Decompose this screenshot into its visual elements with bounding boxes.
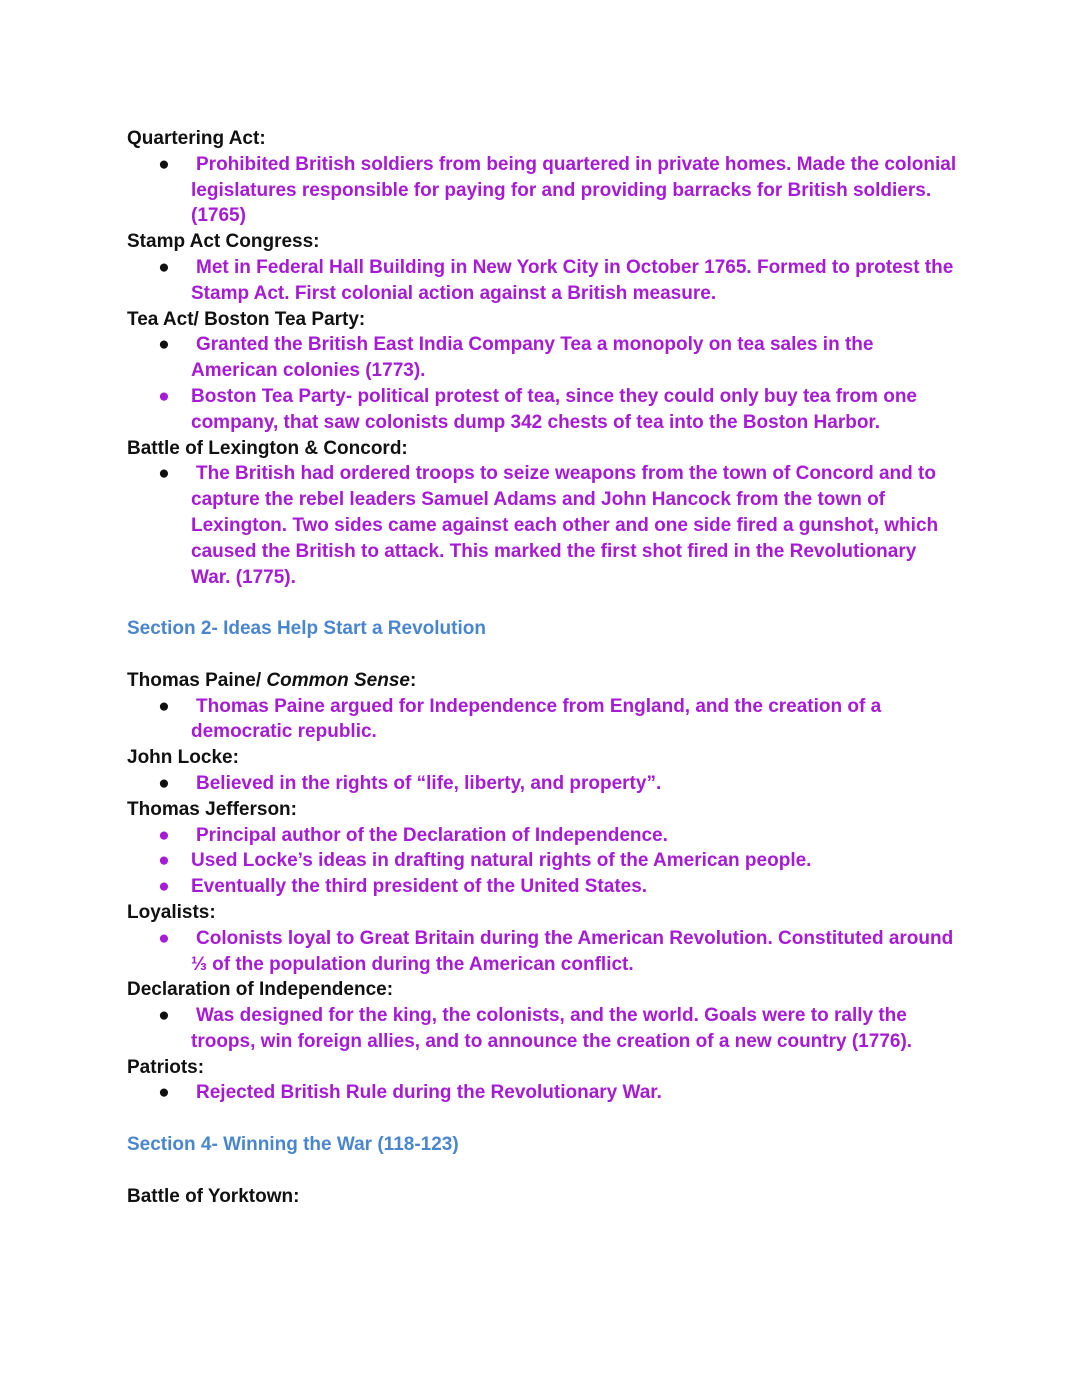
bullet-list bbox=[127, 461, 957, 590]
term-heading: Thomas Jefferson: bbox=[127, 798, 297, 820]
bullet-icon: ● bbox=[158, 256, 170, 278]
bullet-icon: ● bbox=[158, 850, 170, 872]
bullet-list bbox=[127, 1003, 957, 1055]
list-item bbox=[127, 771, 957, 797]
term-heading-suffix: : bbox=[409, 669, 417, 691]
term-heading: Declaration of Independence: bbox=[127, 979, 394, 1001]
list-item-text: Rejected British Rule during the Revolutionary War. bbox=[196, 1082, 662, 1104]
bullet-icon: ● bbox=[158, 876, 170, 898]
bullet-list bbox=[127, 152, 957, 229]
spacer bbox=[127, 1158, 957, 1184]
bullet-icon: ● bbox=[158, 153, 170, 175]
list-item bbox=[127, 461, 957, 590]
list-item-text: Granted the British East India Company Tea a monopoly on tea sales in the American colonies (1773). bbox=[191, 334, 874, 382]
bullet-list bbox=[127, 694, 957, 746]
list-item bbox=[127, 152, 957, 229]
bullet-icon: ● bbox=[158, 695, 170, 717]
list-item-text: Met in Federal Hall Building in New York City in October 1765. Formed to protest the Stamp Act. First colonial action against a British measure. bbox=[191, 256, 954, 304]
list-item-text: The British had ordered troops to seize weapons from the town of Concord and to capture the rebel leaders Samuel Adams and John Hancock from the town of Lexington. Two sides came against each other and one side fired a gunshot, which caused the British to attack. This marked the first shot fired in the Revolutionary War. (1775). bbox=[191, 463, 939, 588]
list-item-text: Prohibited British soldiers from being quartered in private homes. Made the colonial legislatures responsible for paying for and providing barracks for British soldiers. (1765) bbox=[191, 153, 957, 227]
bullet-icon: ● bbox=[158, 927, 170, 949]
list-item bbox=[127, 1003, 957, 1055]
list-item bbox=[127, 384, 957, 436]
list-item bbox=[127, 874, 957, 900]
bullet-icon: ● bbox=[158, 1082, 170, 1104]
section-heading: Section 4- Winning the War (118-123) bbox=[127, 1134, 459, 1156]
bullet-icon: ● bbox=[158, 772, 170, 794]
bullet-icon: ● bbox=[158, 1005, 170, 1027]
bullet-list bbox=[127, 926, 957, 978]
term-heading: John Locke: bbox=[127, 747, 239, 769]
list-item bbox=[127, 848, 957, 874]
bullet-list bbox=[127, 332, 957, 435]
bullet-icon: ● bbox=[158, 463, 170, 485]
bullet-list bbox=[127, 1080, 957, 1106]
spacer bbox=[127, 590, 957, 616]
list-item bbox=[127, 1080, 957, 1106]
bullet-icon: ● bbox=[158, 334, 170, 356]
list-item-text: Used Locke’s ideas in drafting natural rights of the American people. bbox=[191, 850, 812, 872]
bullet-icon: ● bbox=[158, 824, 170, 846]
list-item-text: Boston Tea Party- political protest of tea, since they could only buy tea from one company, that saw colonists dump 342 chests of tea into the Boston Harbor. bbox=[191, 385, 917, 433]
term-heading bbox=[127, 668, 957, 694]
bullet-list bbox=[127, 255, 957, 307]
list-item-text: Believed in the rights of “life, liberty, and property”. bbox=[196, 772, 662, 794]
list-item bbox=[127, 823, 957, 849]
term-heading: Stamp Act Congress: bbox=[127, 231, 320, 253]
term-heading: Tea Act/ Boston Tea Party: bbox=[127, 308, 366, 330]
section-heading: Section 2- Ideas Help Start a Revolution bbox=[127, 618, 486, 640]
term-heading-plain: Thomas Paine/ bbox=[127, 669, 267, 691]
notes-content bbox=[127, 126, 957, 1209]
term-heading-italic: Common Sense bbox=[266, 669, 410, 691]
list-item bbox=[127, 332, 957, 384]
spacer bbox=[127, 1106, 957, 1132]
bullet-icon: ● bbox=[158, 385, 170, 407]
term-heading: Loyalists: bbox=[127, 901, 216, 923]
term-heading: Quartering Act: bbox=[127, 128, 266, 149]
list-item-text: Principal author of the Declaration of Independence. bbox=[196, 824, 668, 846]
list-item-text: Colonists loyal to Great Britain during the American Revolution. Constituted around ⅓ of the population during the American conflict. bbox=[191, 927, 954, 975]
term-heading: Patriots: bbox=[127, 1056, 205, 1078]
spacer bbox=[127, 642, 957, 668]
list-item-text: Was designed for the king, the colonists, and the world. Goals were to rally the troops, win foreign allies, and to announce the creation of a new country (1776). bbox=[191, 1005, 913, 1052]
term-heading: Battle of Lexington & Concord: bbox=[127, 437, 408, 459]
list-item-text: Thomas Paine argued for Independence from England, and the creation of a democratic republic. bbox=[191, 695, 882, 743]
bullet-list bbox=[127, 771, 957, 797]
list-item bbox=[127, 926, 957, 978]
term-heading: Battle of Yorktown: bbox=[127, 1185, 300, 1207]
list-item-text: Eventually the third president of the United States. bbox=[191, 876, 648, 898]
list-item bbox=[127, 255, 957, 307]
bullet-list bbox=[127, 823, 957, 900]
list-item bbox=[127, 694, 957, 746]
